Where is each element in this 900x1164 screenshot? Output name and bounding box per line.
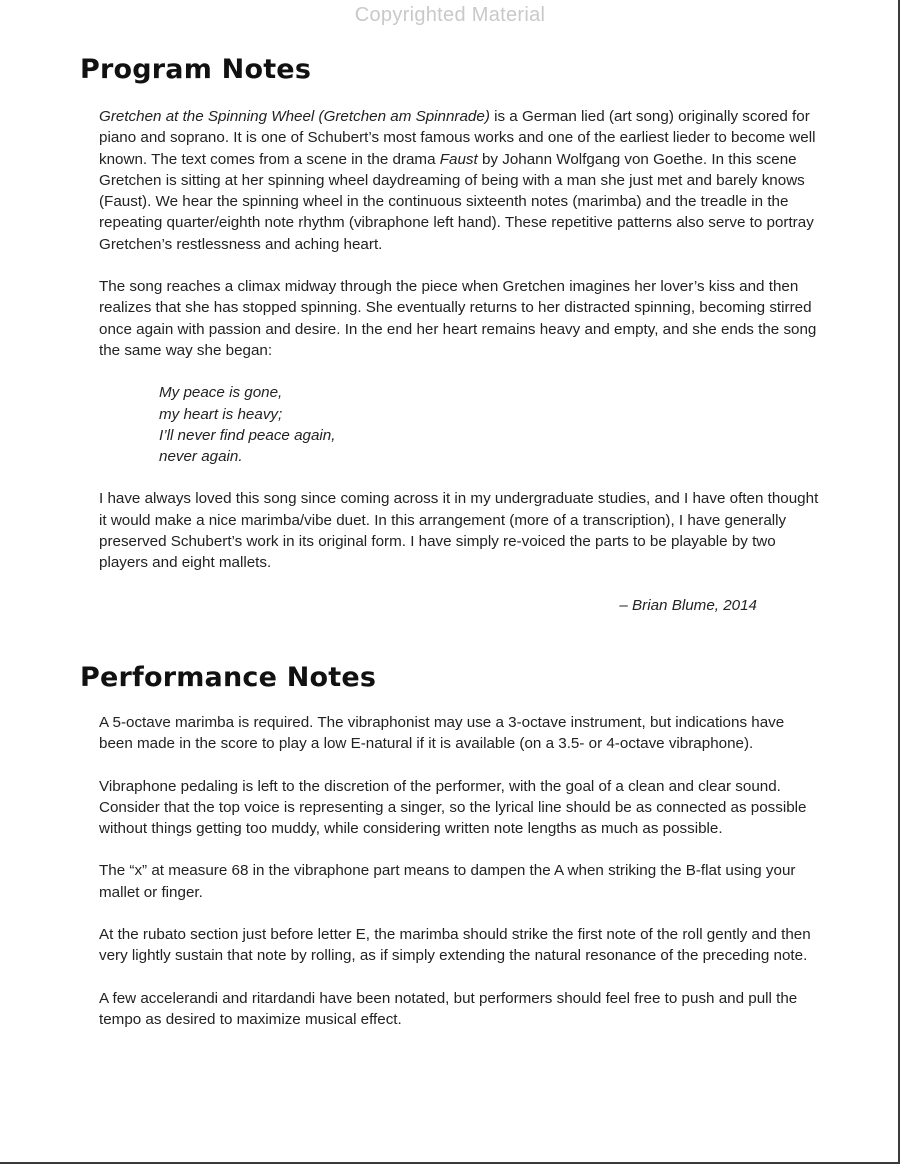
verse-line: my heart is heavy; [159,405,283,423]
performance-notes-heading: Performance Notes [80,662,377,693]
program-notes-heading: Program Notes [80,54,312,85]
performance-notes-paragraph: Vibraphone pedaling is left to the discretion of the performer, with the goal of a clean and clear sound. Consider that the top voice is representing a singer, so the lyrical line should be as connected as possible without things getting too muddy, while considering written note lengths as much as possible. [99,777,807,838]
faust-italic: Faust [439,150,478,168]
program-notes-paragraph-2: The song reaches a climax midway through the piece when Gretchen imagines her lover’s kiss and then realizes that she has stopped spinning. She eventually returns to her distracted spinning, becoming stirred once again with passion and desire. In the end her heart remains heavy and empty, and she ends the song the same way she began: [99,278,817,359]
performance-notes-section [99,712,819,1051]
verse-line: I’ll never find peace again, [159,426,336,444]
verse-line: My peace is gone, [159,384,283,402]
copyright-watermark: Copyrighted Material [354,4,546,26]
author-signature: – Brian Blume, 2014 [619,596,757,614]
title-italic: Gretchen at the Spinning Wheel (Gretchen am Spinnrade) [99,108,490,125]
program-notes-section [99,106,819,616]
verse-quote [159,382,819,467]
program-notes-paragraph-3: I have always loved this song since coming across it in my undergraduate studies, and I have often thought it would make a nice marimba/vibe duet. In this arrangement (more of a transcription), I have generally preserved Schubert’s work in its original form. I have simply re-voiced the parts to be playable by two players and eight mallets. [99,490,819,572]
performance-notes-paragraph: A few accelerandi and ritardandi have been notated, but performers should feel free to push and pull the tempo as desired to maximize musical effect. [99,989,798,1028]
verse-line: never again. [159,448,243,466]
paragraph-text: by Johann Wolfgang von Goethe. In this scene Gretchen is sitting at her spinning wheel daydreaming of being with a man she just met and barely knows (Faust). We hear the spinning wheel in the continuous sixteenth notes (marimba) and the treadle in the repeating quarter/eighth note rhythm (vibraphone left hand). These repetitive patterns also serve to portray Gretchen’s restlessness and aching heart. [99,150,814,253]
paragraph-text: is a German lied (art song) originally scored for piano and soprano. It is one of Schubert’s most famous works and one of the earliest lieder to become well known. The text comes from a scene in the drama [99,108,816,168]
performance-notes-paragraph: A 5-octave marimba is required. The vibraphonist may use a 3-octave instrument, but indications have been made in the score to play a low E-natural if it is available (on a 3.5- or 4-octave vibraphone). [99,714,785,753]
program-notes-paragraph-1 [99,106,819,255]
performance-notes-paragraph: The “x” at measure 68 in the vibraphone part means to dampen the A when striking the B-flat using your mallet or finger. [99,862,796,901]
performance-notes-paragraph: At the rubato section just before letter E, the marimba should strike the first note of the roll gently and then very lightly sustain that note by rolling, as if simply extending the natural resonance of the preceding note. [99,926,811,965]
